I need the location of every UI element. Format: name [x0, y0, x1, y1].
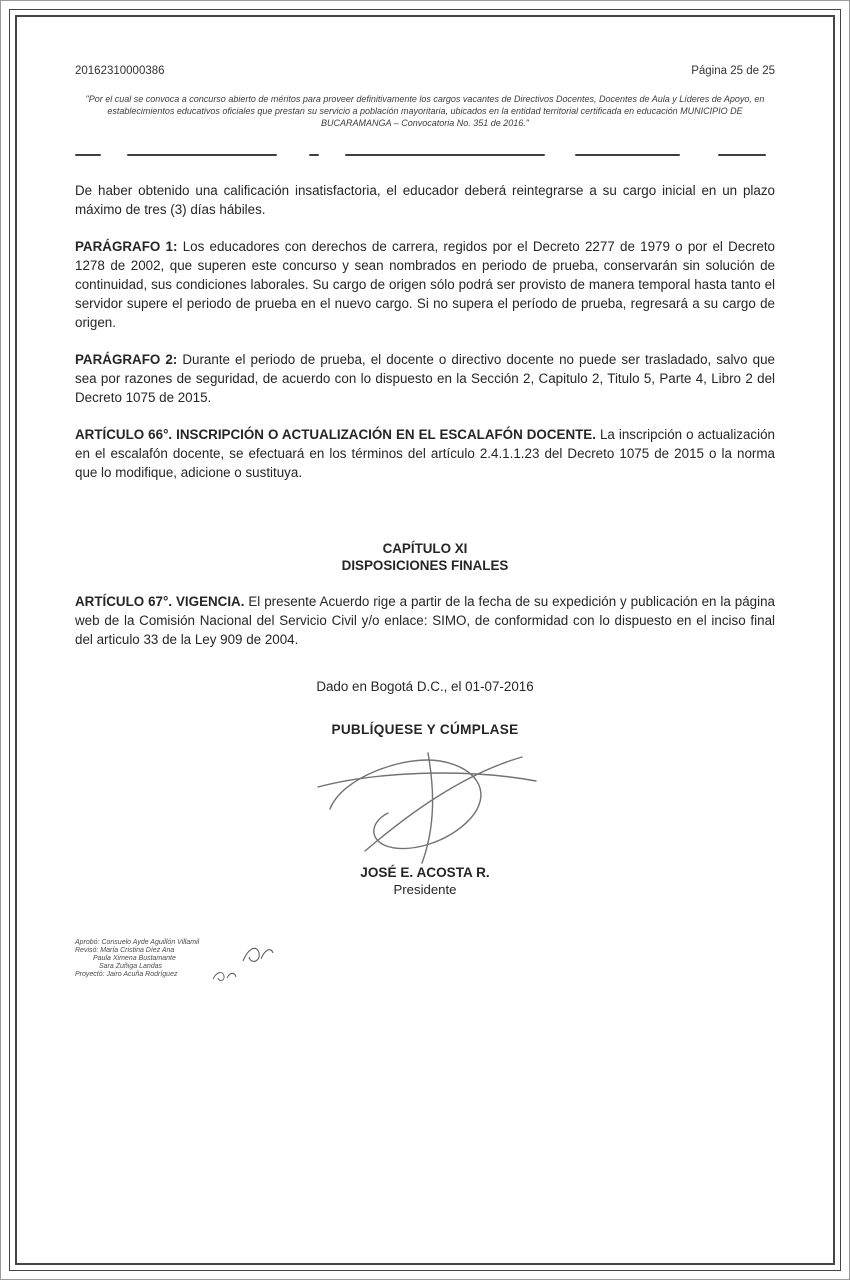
convocatoria-quote: "Por el cual se convoca a concurso abierto de méritos para proveer definitivamente los cargos vacantes de Directivos Docentes, Docentes de Aula y Líderes de Apoyo, en establecimientos educativos oficiales que prestan su servicio a población mayoritaria, ubicados en la entidad territorial certificada en educación MUNICIPIO DE BUCARAMANGA – Convocatoria No. 351 de 2016."	[85, 94, 765, 128]
header-separator-line	[75, 153, 775, 157]
chapter-heading	[75, 540, 775, 574]
approval-line: Sara Zuñiga Landas	[99, 963, 163, 970]
chapter-title: CAPÍTULO XI	[382, 541, 468, 556]
separator-segment	[575, 154, 680, 156]
separator-segment	[75, 154, 101, 156]
chapter-subtitle: DISPOSICIONES FINALES	[341, 558, 509, 573]
approval-line: Proyectó: Jairo Acuña Rodríguez	[75, 971, 178, 978]
paragraph-label: PARÁGRAFO 1:	[75, 239, 178, 254]
paragraph-text: El presente Acuerdo rige a partir de la fecha de su expedición y publicación en la página web de la Comisión Nacional del Servicio Civil y/o enlace: SIMO, de conformidad con lo dispuesto en el inciso final del articulo 33 de la Ley 909 de 2004.	[75, 594, 775, 647]
approval-line: Aprobó: Consuelo Ayde Aguillón Villamil	[75, 939, 200, 946]
paragraph-text: De haber obtenido una calificación insatisfactoria, el educador deberá reintegrarse a su cargo inicial en un plazo máximo de tres (3) días hábiles.	[75, 183, 775, 217]
paragraph-intro	[75, 181, 775, 219]
separator-segment	[718, 154, 766, 156]
approval-initials-scribble	[241, 943, 275, 967]
approval-block	[75, 939, 315, 979]
separator-segment	[309, 154, 319, 156]
paragraph-text: Durante el periodo de prueba, el docente o directivo docente no puede ser trasladado, salvo que sea por razones de seguridad, de acuerdo con lo dispuesto en la Sección 2, Capitulo 2, Titulo 5, Parte 4, Libro 2 del Decreto 1075 de 2015.	[75, 352, 775, 405]
document-number: 20162310000386	[75, 65, 165, 77]
signature-scribble	[310, 747, 540, 865]
dateline: Dado en Bogotá D.C., el 01-07-2016	[316, 679, 534, 694]
paragraph-label: ARTÍCULO 66°. INSCRIPCIÓN O ACTUALIZACIÓN EN EL ESCALAFÓN DOCENTE.	[75, 427, 596, 442]
paragraph-paragrafo-2	[75, 350, 775, 407]
paragraph-text: Los educadores con derechos de carrera, regidos por el Decreto 2277 de 1979 o por el Decreto 1278 de 2002, que superen este concurso y sean nombrados en periodo de prueba, conservarán sin solución de continuidad, sus condiciones laborales. Su cargo de origen sólo podrá ser provisto de manera temporal hasta tanto el servidor supere el periodo de prueba en el nuevo cargo. Si no supera el período de prueba, regresará a su cargo de origen.	[75, 239, 775, 330]
page-header	[75, 65, 775, 77]
signer-name: JOSÉ E. ACOSTA R.	[360, 865, 490, 880]
paragraph-articulo-66	[75, 425, 775, 482]
page-inner-border	[15, 15, 835, 1265]
approval-line: Paula Ximena Bustamante	[93, 955, 176, 962]
publish-line: PUBLÍQUESE Y CÚMPLASE	[331, 722, 519, 737]
approval-initials-scribble-2	[211, 969, 237, 983]
paragraph-paragrafo-1	[75, 237, 775, 332]
paragraph-label: PARÁGRAFO 2:	[75, 352, 178, 367]
paragraph-articulo-67	[75, 592, 775, 649]
page-outer-border	[9, 9, 841, 1271]
separator-segment	[127, 154, 277, 156]
approval-line: Revisó: María Cristina Díez Ana	[75, 947, 175, 954]
separator-segment	[345, 154, 545, 156]
signer-title: Presidente	[393, 882, 457, 897]
paragraph-text: La inscripción o actualización en el escalafón docente, se efectuará en los términos del artículo 2.4.1.1.23 del Decreto 1075 de 2015 o la norma que lo modifique, adicione o sustituya.	[75, 427, 776, 480]
paragraph-label: ARTÍCULO 67°. VIGENCIA.	[75, 594, 245, 609]
signature-block	[75, 747, 775, 897]
page-number-label: Página 25 de 25	[691, 65, 775, 77]
